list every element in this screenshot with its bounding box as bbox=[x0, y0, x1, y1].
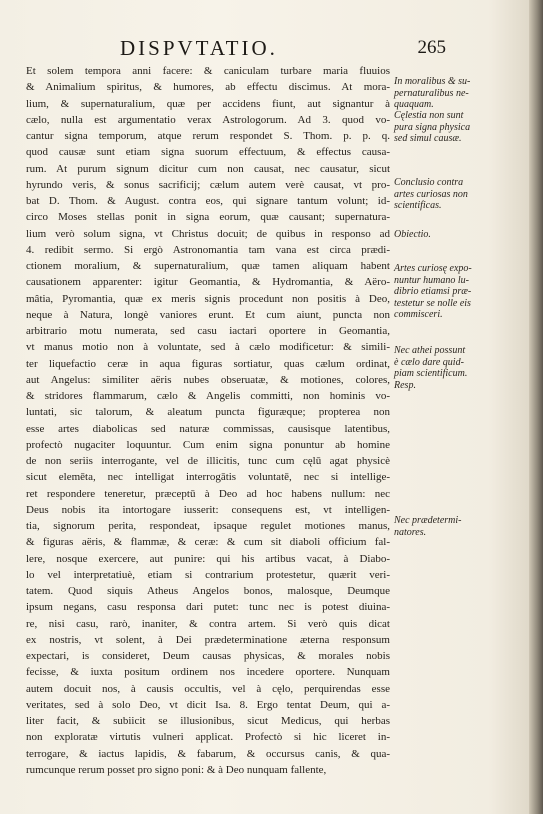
marginal-note-line: testetur se nolle eis bbox=[394, 297, 471, 309]
text-line: tatem. Quod siquis Atheus Angelos bonos, malosque, Deumque bbox=[26, 585, 390, 597]
marginal-note-line: Nec athei possunt bbox=[394, 345, 466, 356]
text-line: circo Moses stellas ponit in signa eorum, quæ causant; supernatura- bbox=[26, 211, 390, 224]
text-line: bat D. Thom. & August. contra eos, qui signare tantum volunt; id- bbox=[26, 195, 390, 207]
text-line: luntati, sic talorum, & aleatum puncta figuræque; propterea non bbox=[26, 406, 390, 419]
text-line: lere, nosque exercere, aut punire: qui his artibus vacat, à Diabo- bbox=[26, 552, 390, 565]
text-line: mâtia, Pyromantia, quæ ex meris signis procedunt non positis à Deo, bbox=[26, 292, 390, 305]
marginal-note-line: quaquam. bbox=[394, 99, 434, 110]
text-line: re, nisi casu, rarò, inaniter, & contra artem. Si verò quis dicat bbox=[26, 617, 390, 630]
marginal-note-line: sed simul causæ. bbox=[394, 133, 462, 144]
text-line: cælo, nulla est argumentatio verax Astrologorum. Ad 3. quod vo- bbox=[26, 113, 390, 126]
marginal-note-line: dibrio etiamsi præ- bbox=[394, 286, 472, 297]
text-line: lium, & supernaturalium, quæ per accidens fiunt, aut signantur à bbox=[26, 97, 390, 110]
marginal-note bbox=[394, 229, 516, 241]
marginal-note-line: artes curiosas non bbox=[394, 188, 468, 200]
text-line: hyrundo veris, & sonus sacrificij; cælum autem verè causat, vt pro- bbox=[26, 178, 390, 191]
text-line: esse artes diabolicas sed naturæ commissas, causisque latentibus, bbox=[26, 422, 390, 435]
text-line: autem docuit nos, à causis occultis, vel à cęlo, perquirendas esse bbox=[26, 682, 390, 695]
text-line: & figuras aëris, & flammæ, & ceræ: & cum sit diaboli officium fal- bbox=[26, 536, 390, 549]
marginal-note bbox=[394, 345, 516, 391]
marginal-note-line: natores. bbox=[394, 526, 427, 538]
text-line: vt manus motio non à voluntate, sed à cælo modificetur: & simili- bbox=[26, 341, 390, 354]
text-line: neque à Natura, longè vaniores erunt. Et cum aiunt, puncta non bbox=[26, 308, 390, 321]
marginal-note-line: scientificas. bbox=[394, 200, 442, 211]
text-line: rum. At purum signum dicitur cum non causat, nec causatur, sicut bbox=[26, 162, 390, 175]
text-line: terrogare, & iactus lapidis, & fabarum, & occursus canis, & qua- bbox=[26, 747, 390, 760]
marginal-note-line: è cælo dare quid- bbox=[394, 356, 464, 368]
marginal-note bbox=[394, 76, 516, 111]
text-line: ctionem moralium, & supernaturalium, quæ tamen aliquam habent bbox=[26, 260, 390, 272]
text-line: profectò nugaciter loquuntur. Cum enim signa ponuntur ab homine bbox=[26, 438, 390, 451]
marginal-note bbox=[394, 110, 516, 145]
text-line: liter facit, & subiicit se illusionibus, sicut Medicus, qui herbas bbox=[26, 715, 390, 727]
binding-shadow bbox=[529, 0, 543, 814]
text-line: ter liquefactio ceræ in aqua figuras sortiatur, quas cælum ordinat, bbox=[26, 357, 390, 370]
marginal-note-line: commisceri. bbox=[394, 309, 443, 320]
marginal-note-line: piam scientificum. bbox=[394, 368, 468, 379]
marginal-note-line: Obiectio. bbox=[394, 229, 431, 240]
text-line: ipsum negans, casu responsa dari putet: tunc nec is potest diuina- bbox=[26, 601, 390, 614]
marginal-note-line: pernaturalibus ne- bbox=[394, 87, 469, 99]
page-number: 265 bbox=[417, 37, 446, 58]
text-line: arbitrario motu numerata, sed casu iactari oportere in Geomantia, bbox=[26, 325, 390, 337]
text-line: expectari, is consideret, Deum causas physicas, & morales nobis bbox=[26, 650, 390, 662]
text-line: ex nostris, vt solent, à Dei prædeterminatione æterna responsum bbox=[26, 633, 390, 646]
marginal-note-line: Resp. bbox=[394, 379, 416, 391]
text-line: lo vel interpretatiuè, etiam si contrarium protestetur, quærit veri- bbox=[26, 568, 390, 581]
text-line: Deus nobis ita intortogare iusserit: consequens est, vt intelligen- bbox=[26, 503, 390, 516]
text-line: lium verò solum signa, vt Christus docuit; de quibus in responso ad bbox=[26, 227, 390, 240]
running-title: DISPVTATIO. bbox=[120, 36, 278, 60]
text-line: aut Angelus: similiter aëris nubes obseruatæ, & motiones, colores, bbox=[26, 373, 390, 386]
text-line: 4. redibit sermo. Si ergò Astronomantia tam vana est circa prædi- bbox=[26, 243, 390, 256]
page-header bbox=[120, 36, 446, 62]
text-line: causationem apparenter: igitur Geomantia, & Hydromantia, & Aëro- bbox=[26, 276, 390, 289]
marginal-note-line: Artes curiosę expo- bbox=[394, 263, 472, 274]
marginal-note-line: Nec prædetermi- bbox=[394, 515, 462, 526]
text-line: & Animalium spiritus, & humores, ab effectu discimus. At mora- bbox=[26, 81, 390, 94]
text-line: quod causæ sunt etiam signa suorum effectuum, & effectus causa- bbox=[26, 146, 390, 159]
text-line: & stridores flammarum, cælo & Angelis committi, non hominis vo- bbox=[26, 390, 390, 402]
text-line: sicut elemēta, nec intelligat interrogātis voluntatē, nec si intellige- bbox=[26, 471, 390, 484]
text-line: rumcunque rerum posset pro signo poni: & à Deo nunquam fallente, bbox=[26, 763, 327, 776]
marginal-note-line: Cęlestia non sunt bbox=[394, 110, 464, 121]
text-line: de non seriis interrogante, vel de illicitis, tunc cum cęlū agat physicè bbox=[26, 455, 390, 467]
text-line: ret respondere teneretur, præceptū à Deo ad hoc habens nullum: nec bbox=[26, 487, 390, 500]
marginal-note-line: pura signa physica bbox=[394, 121, 471, 133]
text-line: fecisse, & iuxta positum ordinem nos incedere oportere. Nunquam bbox=[26, 666, 390, 679]
text-line: veritates, sed à solo Deo, vt dicit Isa. 8. Ergo tentat Deum, qui a- bbox=[26, 698, 390, 711]
marginal-note-line: In moralibus & su- bbox=[394, 76, 471, 87]
text-line: Et solem tempora anni facere: & caniculam turbare maria fluuios bbox=[26, 65, 390, 77]
marginal-note-line: Conclusio contra bbox=[394, 177, 464, 188]
marginal-note bbox=[394, 263, 516, 321]
text-line: cantur signa temporum, atque rerum respondet S. Thom. p. p. q. bbox=[26, 130, 390, 142]
text-line: tia, signorum perita, respondeat, ipsaque regulet motiones manus, bbox=[26, 520, 390, 532]
main-text-column bbox=[26, 63, 390, 778]
text-line: non exploratæ virtutis vulneri applicat. Profectò si hic liceret in- bbox=[26, 731, 390, 744]
marginal-note bbox=[394, 177, 516, 212]
marginal-note bbox=[394, 515, 516, 538]
marginal-note-line: nuntur humano lu- bbox=[394, 274, 469, 286]
